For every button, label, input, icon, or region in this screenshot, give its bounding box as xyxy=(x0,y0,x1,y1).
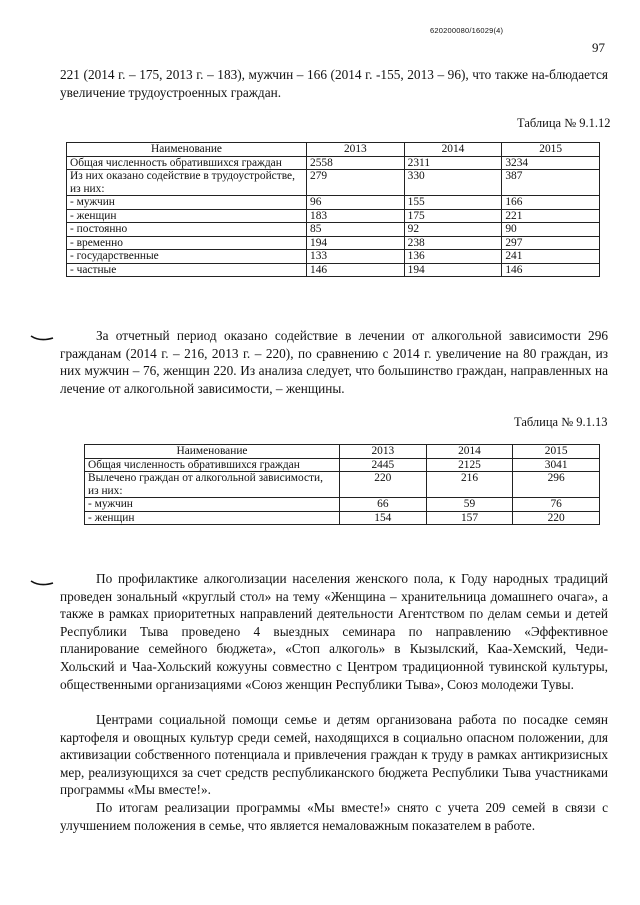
cell-2014: 238 xyxy=(404,236,502,250)
cell-2013: 194 xyxy=(307,236,405,250)
paragraph-program-results: По итогам реализации программы «Мы вместе!» снято с учета 209 семей в связи с улучшением положения в семье, что является немаловажным показателем в работе. xyxy=(60,800,608,833)
cell-2015: 297 xyxy=(502,236,600,250)
table-row xyxy=(67,156,600,170)
cell-2014: 92 xyxy=(404,223,502,237)
table-row xyxy=(67,209,600,223)
cell-2015: 3234 xyxy=(502,156,600,170)
table-header-row xyxy=(85,445,600,459)
table-row xyxy=(67,223,600,237)
table-row xyxy=(67,263,600,277)
paragraph-alcohol-treatment: За отчетный период оказано содействие в лечении от алкогольной зависимости 296 гражданам (2014 г. – 216, 2013 г. – 220), по сравнению с 2014 г. увеличение на 80 граждан, из них мужчин – 76, женщин 220. Из анализа следует, что большинство граждан, направленных на лечение от алкогольной зависимости, – женщины. xyxy=(60,328,608,396)
table-row xyxy=(67,170,600,196)
cell-2014: 157 xyxy=(426,511,513,525)
row-label: - женщин xyxy=(85,511,340,525)
paragraph-employment-summary: 221 (2014 г. – 175, 2013 г. – 183), мужчин – 166 (2014 г. -155, 2013 – 96), что также на-блюдается увеличение трудоустроенных граждан. xyxy=(60,67,608,100)
header-name: Наименование xyxy=(67,143,307,157)
table-header-row xyxy=(67,143,600,157)
cell-2013: 146 xyxy=(307,263,405,277)
employment-table xyxy=(66,142,600,277)
cell-2014: 330 xyxy=(404,170,502,196)
cell-2013: 96 xyxy=(307,196,405,210)
alcohol-treatment-table xyxy=(84,444,600,525)
cell-2015: 3041 xyxy=(513,458,600,472)
paragraph-social-help-centers: Центрами социальной помощи семье и детям организована работа по посадке семян картофеля и овощных культур среди семей, находящихся в социально опасном положении, для активизации собственного потенциала и привлечения граждан к труду в рамках антикризисных мер, реализующихся за счет средств республиканского бюджета Республики Тыва участниками программы «Мы вместе!». xyxy=(60,712,608,798)
table-row xyxy=(85,472,600,498)
margin-check-mark xyxy=(30,580,54,588)
cell-2015: 241 xyxy=(502,250,600,264)
header-2015: 2015 xyxy=(513,445,600,459)
table-row xyxy=(85,458,600,472)
cell-2015: 387 xyxy=(502,170,600,196)
cell-2013: 66 xyxy=(340,498,427,512)
cell-2013: 154 xyxy=(340,511,427,525)
cell-2014: 175 xyxy=(404,209,502,223)
cell-2015: 90 xyxy=(502,223,600,237)
cell-2015: 220 xyxy=(513,511,600,525)
cell-2014: 155 xyxy=(404,196,502,210)
cell-2014: 136 xyxy=(404,250,502,264)
cell-2013: 220 xyxy=(340,472,427,498)
row-label: Вылечено граждан от алкогольной зависимости, из них: xyxy=(85,472,340,498)
cell-2013: 85 xyxy=(307,223,405,237)
row-label: Из них оказано содействие в трудоустройстве, из них: xyxy=(67,170,307,196)
header-2014: 2014 xyxy=(426,445,513,459)
cell-2014: 194 xyxy=(404,263,502,277)
cell-2014: 2125 xyxy=(426,458,513,472)
cell-2013: 183 xyxy=(307,209,405,223)
row-label: - государственные xyxy=(67,250,307,264)
cell-2013: 2558 xyxy=(307,156,405,170)
table-row xyxy=(67,196,600,210)
table-row xyxy=(85,511,600,525)
row-label: - постоянно xyxy=(67,223,307,237)
margin-check-mark xyxy=(30,335,54,343)
row-label: - женщин xyxy=(67,209,307,223)
row-label: - мужчин xyxy=(67,196,307,210)
header-2013: 2013 xyxy=(307,143,405,157)
cell-2015: 146 xyxy=(502,263,600,277)
cell-2014: 59 xyxy=(426,498,513,512)
row-label: - частные xyxy=(67,263,307,277)
header-name: Наименование xyxy=(85,445,340,459)
table-caption-9-1-12: Таблица № 9.1.12 xyxy=(517,116,611,130)
table-caption-9-1-13: Таблица № 9.1.13 xyxy=(514,415,608,429)
table-row xyxy=(85,498,600,512)
paragraph-prevention-seminars: По профилактике алкоголизации населения женского пола, к Году народных традиций проведен зональный «круглый стол» на тему «Женщина – хранительница домашнего очага», а также в рамках приоритетных направлений деятельности Агентством по делам семьи и детей Республики Тыва проведено 4 выездных семинара по направлению «Эффективное планирование семейного бюджета», «Стоп алкоголь» в Кызылский, Каа-Хемский, Чеди-Хольский и Чаа-Хольский кожууны совместно с Центром традиционной тувинской культуры, общественными организациями «Союз женщин Республики Тыва», Союз молодежи Тувы. xyxy=(60,571,608,692)
cell-2015: 76 xyxy=(513,498,600,512)
cell-2013: 2445 xyxy=(340,458,427,472)
cell-2013: 279 xyxy=(307,170,405,196)
row-label: - мужчин xyxy=(85,498,340,512)
cell-2014: 2311 xyxy=(404,156,502,170)
row-label: Общая численность обратившихся граждан xyxy=(85,458,340,472)
cell-2013: 133 xyxy=(307,250,405,264)
cell-2015: 166 xyxy=(502,196,600,210)
header-2015: 2015 xyxy=(502,143,600,157)
row-label: Общая численность обратившихся граждан xyxy=(67,156,307,170)
cell-2014: 216 xyxy=(426,472,513,498)
header-2014: 2014 xyxy=(404,143,502,157)
table-row xyxy=(67,250,600,264)
page-number: 97 xyxy=(592,40,605,55)
cell-2015: 221 xyxy=(502,209,600,223)
header-2013: 2013 xyxy=(340,445,427,459)
row-label: - временно xyxy=(67,236,307,250)
document-number: 620200080/16029(4) xyxy=(430,26,504,35)
table-row xyxy=(67,236,600,250)
cell-2015: 296 xyxy=(513,472,600,498)
